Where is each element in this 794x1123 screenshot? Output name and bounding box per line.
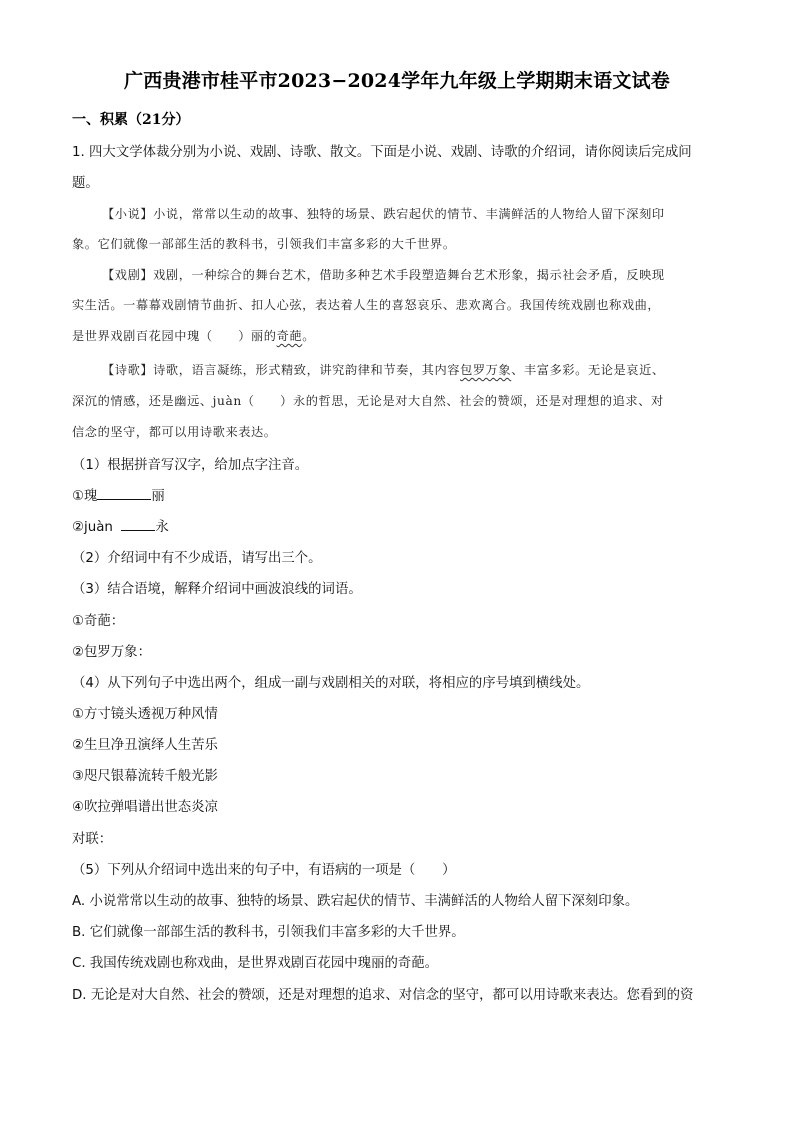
sub-question-4: （4）从下列句子中选出两个，组成一副与戏剧相关的对联，将相应的序号填到横线处。 [72, 676, 590, 691]
drama-text-b: 。 [302, 329, 315, 343]
poem-text-a: 【诗歌】诗歌，语言凝练，形式精致，讲究韵律和节奏，其内容 [102, 363, 461, 377]
section-heading: 一、积累（21分） [72, 112, 190, 128]
item-a-suffix: 丽 [151, 489, 165, 504]
question-1-line-1: 1. 四大文学体裁分别为小说、戏剧、诗歌、散文。下面是小说、戏剧、诗歌的介绍词，请你阅读后完成问 [72, 145, 692, 160]
passage-drama-line-3 [72, 327, 315, 344]
poem-text-b: 、丰富多彩。无论是哀近、 [511, 363, 665, 377]
passage-poem-line-3: 信念的坚守，都可以用诗歌来表达。 [72, 425, 277, 439]
passage-poem-line-1 [102, 361, 665, 378]
couplet-answer-label: 对联： [72, 832, 113, 847]
choice-c: C. 我国传统戏剧也称戏曲，是世界戏剧百花园中瑰丽的奇葩。 [72, 956, 439, 971]
sub-question-1: （1）根据拼音写汉字，给加点字注音。 [72, 458, 309, 473]
item-b-suffix: 永 [155, 520, 169, 535]
choice-d: D. 无论是对大自然、社会的赞颂，还是对理想的追求、对信念的坚守，都可以用诗歌来表达。您看到的资 [72, 988, 694, 1003]
option-1: ①方寸镜头透视万种风情 [72, 707, 218, 722]
answer-blank-a[interactable] [97, 485, 151, 500]
item-a-prefix: ①瑰 [72, 489, 98, 504]
passage-novel-line-1: 【小说】小说，常常以生动的故事、独特的场景、跌宕起伏的情节、丰满鲜活的人物给人留下深刻印 [102, 207, 665, 221]
passage-drama-line-1: 【戏剧】戏剧，一种综合的舞台艺术，借助多种艺术手段塑造舞台艺术形象，揭示社会矛盾，反映现 [102, 268, 665, 282]
sub-question-5: （5）下列从介绍词中选出来的句子中，有语病的一项是（ ） [72, 863, 456, 878]
wavy-word-qipa: 奇葩 [276, 329, 303, 343]
option-4: ④吹拉弹唱谱出世态炎凉 [72, 800, 218, 815]
passage-novel-line-2: 象。它们就像一部部生活的教科书，引领我们丰富多彩的大千世界。 [72, 237, 456, 251]
option-2: ②生旦净丑演绎人生苦乐 [72, 738, 218, 753]
choice-a: A. 小说常常以生动的故事、独特的场景、跌宕起伏的情节、丰满鲜活的人物给人留下深刻印象。 [72, 894, 639, 909]
choice-b: B. 它们就像一部部生活的教科书，引领我们丰富多彩的大千世界。 [72, 925, 465, 940]
sub-question-1-item-a [72, 485, 165, 504]
sub-question-1-item-b [72, 516, 169, 535]
item-b-prefix: ②juàn [72, 520, 113, 535]
passage-drama-line-2: 实生活。一幕幕戏剧情节曲折、扣人心弦，表达着人生的喜怒哀乐、悲欢离合。我国传统戏剧也称戏曲， [72, 298, 661, 312]
wavy-word-baoluowanxiang: 包罗万象 [460, 363, 512, 377]
sub-question-3-item-a: ①奇葩： [72, 614, 125, 629]
question-1-line-2: 题。 [72, 176, 99, 191]
sub-question-2: （2）介绍词中有不少成语，请写出三个。 [72, 551, 322, 566]
sub-question-3: （3）结合语境，解释介绍词中画波浪线的词语。 [72, 582, 362, 597]
sub-question-3-item-b: ②包罗万象： [72, 645, 151, 660]
drama-text-a: 是世界戏剧百花园中瑰（ ）丽的 [72, 329, 277, 343]
answer-blank-b[interactable] [121, 516, 155, 531]
option-3: ③咫尺银幕流转千般光影 [72, 769, 218, 784]
passage-poem-line-2: 深沉的情感，还是幽远、juàn（ ）永的哲思，无论是对大自然、社会的赞颂，还是对理想的追求、对 [72, 394, 664, 408]
page-title: 广西贵港市桂平市2023−2024学年九年级上学期期末语文试卷 [124, 70, 670, 92]
